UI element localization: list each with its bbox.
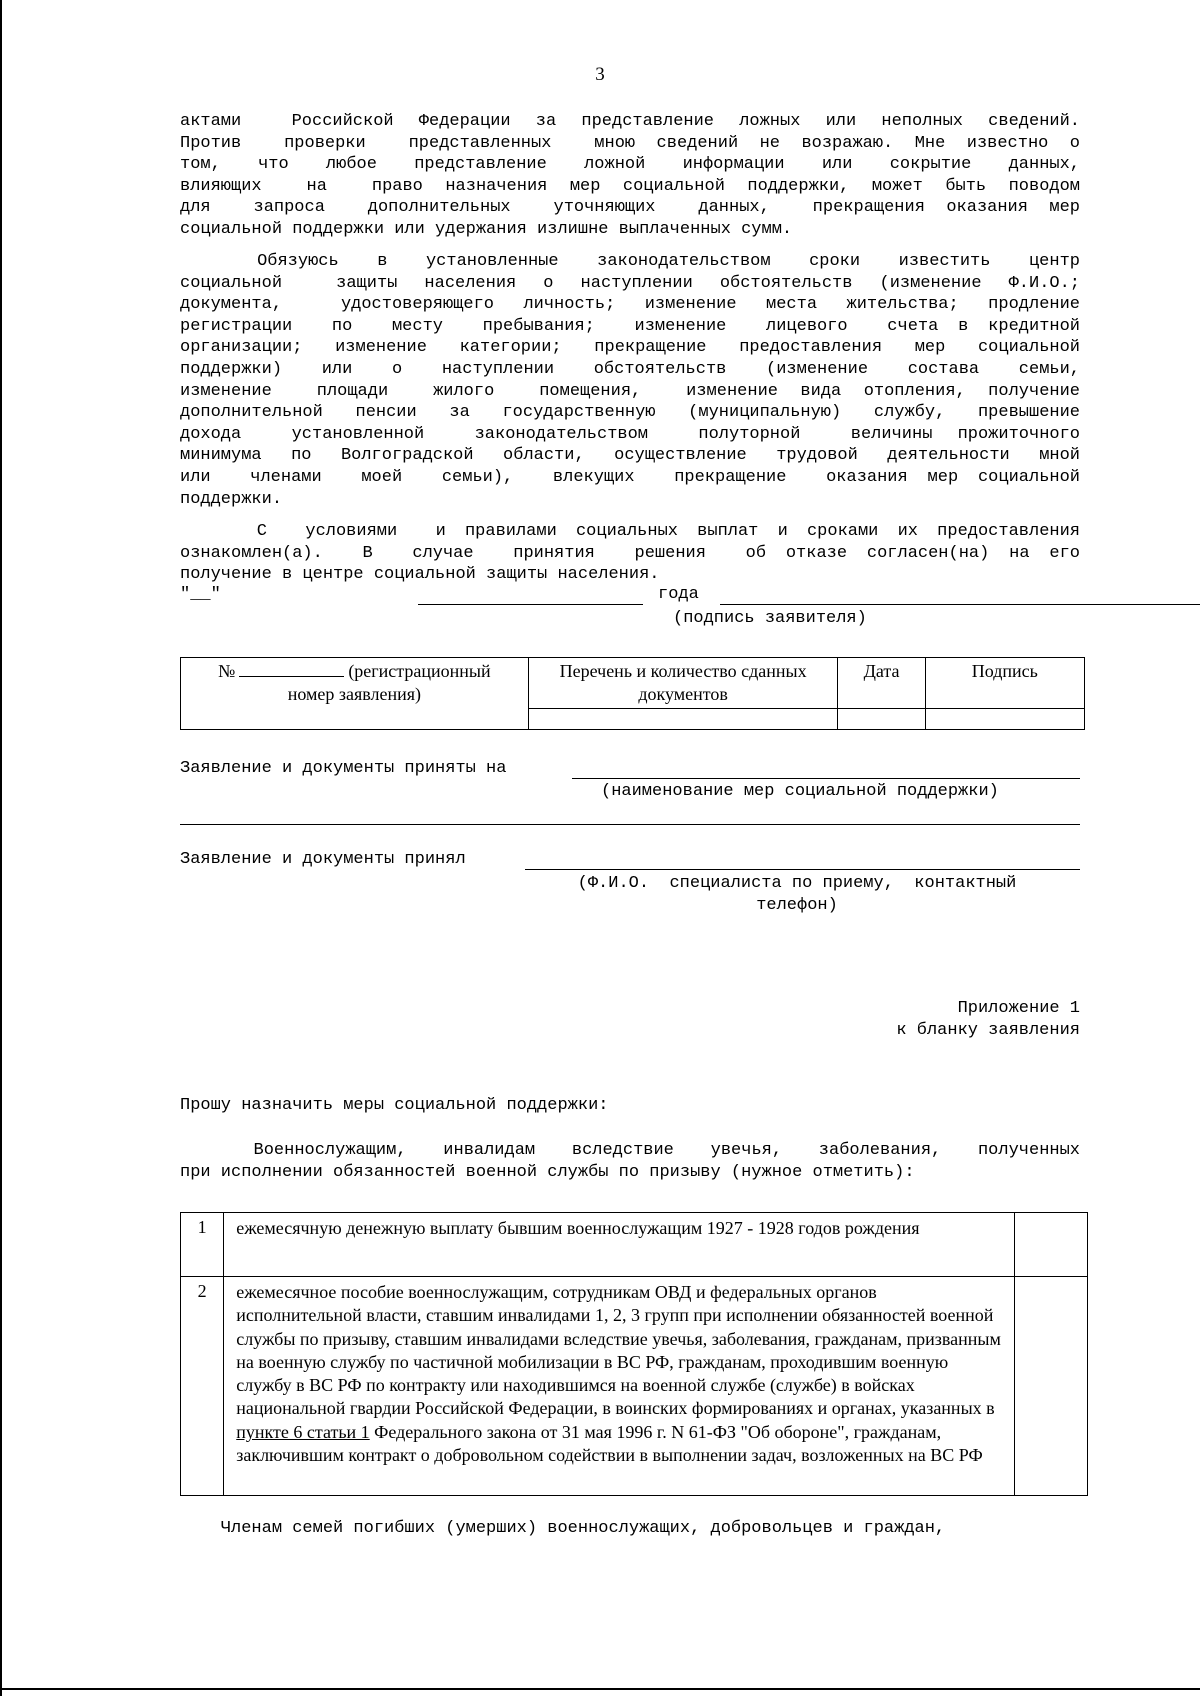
- measures-table: [180, 1212, 1088, 1496]
- paragraph-family-members: [180, 1518, 1080, 1540]
- accepted-on-field-continuation[interactable]: [180, 824, 1080, 825]
- paragraph-acknowledgement-line: ознакомлен(а). В случае принятия решения об отказе согласен(на) на его: [180, 543, 1080, 563]
- appendix-heading: [700, 998, 1080, 1042]
- paragraph-liability-line: том, что любое представление ложной информации или сокрытие данных,: [180, 155, 1080, 175]
- paragraph-liability-line: социальной поддержки или удержания излишне выплаченных сумм.: [180, 219, 793, 239]
- appendix-subtitle: к бланку заявления: [896, 1021, 1080, 1040]
- registration-number-label-2: номер заявления): [287, 684, 422, 704]
- left-border-line: [0, 0, 2, 1696]
- received-by-field[interactable]: [525, 869, 1080, 870]
- paragraph-obligation-line: минимума по Волгоградской области, осуществление трудовой деятельности мной: [180, 446, 1080, 466]
- documents-list-header: Перечень и количество сданных документов: [528, 658, 838, 709]
- appendix-title: Приложение 1: [957, 999, 1080, 1018]
- date-line: [180, 585, 1080, 609]
- date-cell[interactable]: [838, 709, 925, 730]
- registration-number-field[interactable]: [239, 660, 344, 677]
- paragraph-obligation-line: или членами моей семьи), влекущих прекращение оказания мер социальной: [180, 467, 1080, 487]
- measure-number: 1: [181, 1213, 224, 1277]
- registration-number-label: (регистрационный: [348, 661, 491, 681]
- paragraph-obligation-line: поддержки.: [180, 489, 283, 509]
- measures-caption: (наименование мер социальной поддержки): [601, 782, 999, 801]
- measure-description: [224, 1277, 1014, 1496]
- page-number: 3: [595, 64, 605, 85]
- paragraph-family-members-line: Членам семей погибших (умерших) военнослужащих, добровольцев и граждан,: [180, 1519, 946, 1538]
- measure-description: ежемесячную денежную выплату бывшим военнослужащим 1927 - 1928 годов рождения: [224, 1213, 1014, 1277]
- date-month-field[interactable]: [418, 604, 643, 605]
- date-day-field[interactable]: "__": [180, 585, 221, 604]
- documents-list-cell[interactable]: [528, 709, 838, 730]
- paragraph-liability-line: для запроса дополнительных уточняющих данных, прекращения оказания мер: [180, 198, 1080, 218]
- date-header: Дата: [838, 658, 925, 709]
- paragraph-obligation-line: организации; изменение категории; прекращение предоставления мер социальной: [180, 338, 1080, 358]
- paragraph-obligation-line: документа, удостоверяющего личность; изменение места жительства; продление: [180, 295, 1080, 315]
- paragraph-obligation-line: регистрации по месту пребывания; изменение лицевого счета в кредитной: [180, 316, 1080, 336]
- paragraph-obligation-line: Обязуюсь в установленные законодательством сроки известить центр: [180, 252, 1080, 271]
- paragraph-obligation-line: изменение площади жилого помещения, изменение вида отопления, получение: [180, 381, 1080, 401]
- paragraph-acknowledgement-line: С условиями и правилами социальных выплат и сроками их предоставления: [180, 522, 1080, 541]
- paragraph-servicemen-line: Военнослужащим, инвалидам вследствие увечья, заболевания, полученных: [180, 1141, 1080, 1160]
- paragraph-obligation-line: социальной защиты населения о наступлении обстоятельств (изменение Ф.И.О.;: [180, 273, 1080, 293]
- paragraph-servicemen-line: при исполнении обязанностей военной службы по призыву (нужное отметить):: [180, 1162, 915, 1182]
- registration-table: [180, 657, 1085, 730]
- measure-text: ежемесячное пособие военнослужащим, сотрудникам ОВД и федеральных органов исполнительной власти, ставшим инвалидами 1, 2, 3 групп при исполнении обязанностей военной службы по призыву, ставшим инвалидами вследствие увечья, заболевания, гражданам, призванным на военную службу по частичной мобилизации в ВС РФ, гражданам, проходившим военную службу в ВС РФ по контракту или находившимся на военной службе (службе) в войсках национальной гвардии Российской Федерации, в воинских формированиях и органах, указанных в: [236, 1282, 1001, 1419]
- paragraph-obligation-line: дохода установленной законодательством полуторной величины прожиточного: [180, 424, 1080, 444]
- paragraph-servicemen: [180, 1140, 1080, 1183]
- signature-cell[interactable]: [925, 709, 1084, 730]
- paragraph-obligation: [180, 251, 1080, 510]
- request-heading: Прошу назначить меры социальной поддержки:: [180, 1096, 609, 1115]
- registration-number-cell[interactable]: [181, 658, 529, 730]
- specialist-caption-line-2: телефон): [756, 896, 838, 915]
- measure-text: Федерального закона от 31 мая 1996 г. N 61-ФЗ "Об обороне", гражданам, заключившим контракт о добровольном содействии в выполнении задач, возложенных на ВС РФ: [236, 1421, 983, 1466]
- applicant-signature-field[interactable]: [720, 604, 1200, 605]
- signature-caption: (подпись заявителя): [673, 609, 867, 628]
- paragraph-acknowledgement: [180, 521, 1080, 586]
- paragraph-obligation-line: поддержки) или о наступлении обстоятельств (изменение состава семьи,: [180, 359, 1080, 379]
- measure-number: 2: [181, 1277, 224, 1496]
- accepted-on-field[interactable]: [572, 778, 1080, 779]
- number-sign: №: [218, 661, 236, 681]
- paragraph-liability-line: актами Российской Федерации за представление ложных или неполных сведений.: [180, 112, 1080, 131]
- year-label: года: [658, 585, 699, 604]
- paragraph-liability: [180, 111, 1080, 241]
- bottom-border-line: [0, 1688, 1200, 1690]
- paragraph-obligation-line: дополнительной пенсии за государственную (муниципальную) службу, превышение: [180, 403, 1080, 423]
- specialist-caption-line-1: (Ф.И.О. специалиста по приему, контактный: [577, 874, 1017, 893]
- signature-header: Подпись: [925, 658, 1084, 709]
- accepted-on-label: Заявление и документы приняты на: [180, 759, 507, 778]
- paragraph-liability-line: Против проверки представленных мною сведений не возражаю. Мне известно о: [180, 133, 1080, 153]
- law-reference-link[interactable]: пункте 6 статьи 1: [236, 1421, 370, 1442]
- specialist-caption: [552, 873, 1042, 917]
- paragraph-liability-line: влияющих на право назначения мер социальной поддержки, может быть поводом: [180, 176, 1080, 196]
- paragraph-acknowledgement-line: получение в центре социальной защиты населения.: [180, 565, 660, 585]
- measure-checkbox[interactable]: [1014, 1213, 1087, 1277]
- received-by-label: Заявление и документы принял: [180, 850, 466, 869]
- measure-checkbox[interactable]: [1014, 1277, 1087, 1496]
